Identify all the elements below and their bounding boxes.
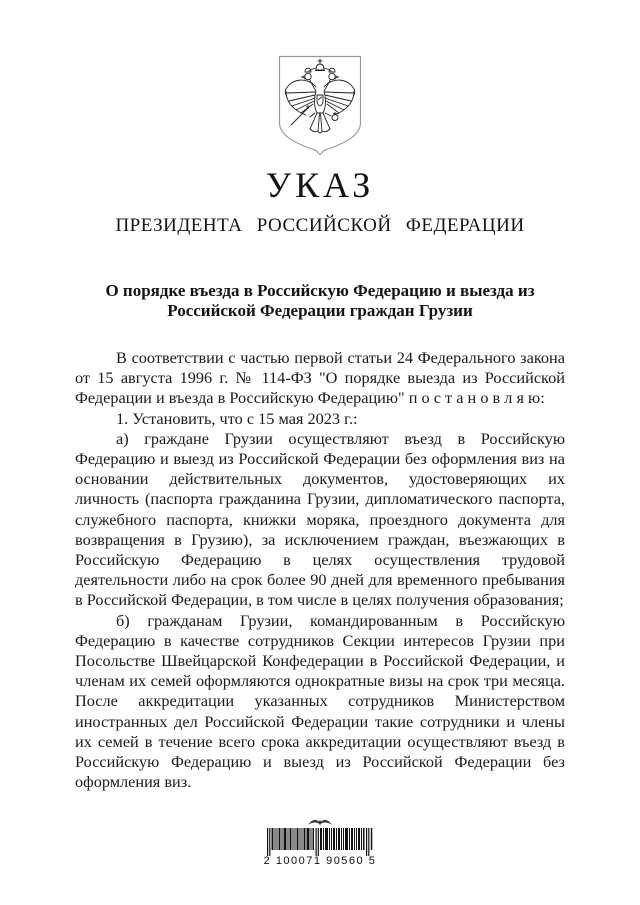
- barcode: [0, 816, 640, 867]
- paragraph-preamble: В соответствии с частью первой статьи 24 Федерального закона от 15 августа 1996 г. № 114-ФЗ "О порядке выезда из Российской Федерации и въезда в Российскую Федерацию" п о с т а н о в л я ю:: [75, 348, 565, 408]
- paragraph-item-a: а) граждане Грузии осуществляют въезд в Российскую Федерацию и выезд из Российской Федерации без оформления виз на основании действительных документов, удостоверяющих их личность (паспорта гражданина Грузии, дипломатического паспорта, служебного паспорта, книжки моряка, проездного документа для возвращения в Грузию), за исключением граждан, въезжающих в Российскую Федерацию в целях осуществления трудовой деятельности либо на срок более 90 дней для временного пребывания в Российской Федерации, в том числе в целях получения образования;: [75, 428, 565, 610]
- document-issuer: ПРЕЗИДЕНТА РОССИЙСКОЙ ФЕДЕРАЦИИ: [115, 215, 525, 236]
- barcode-eagle-icon: [307, 816, 333, 827]
- barcode-digits: 2 100071 90560 5: [263, 855, 377, 867]
- paragraph-item-b: б) гражданам Грузии, командированным в Российскую Федерацию в качестве сотрудников Секции интересов Грузии при Посольстве Швейцарской Конфедерации в Российской Федерации, и членам их семей оформляются однократные визы на срок три месяца. После аккредитации указанных сотрудников Министерством иностранных дел Российской Федерации такие сотрудники и члены их семей в течение всего срока аккредитации осуществляют въезд в Российскую Федерацию и выезд из Российской Федерации без оформления виз.: [75, 610, 565, 792]
- paragraph-item-1: 1. Установить, что с 15 мая 2023 г.:: [116, 408, 358, 428]
- document-type-title: УКАЗ: [265, 165, 375, 205]
- document-subject: О порядке въезда в Российскую Федерацию и выезда из Российской Федерации граждан Грузии: [105, 281, 535, 320]
- russia-coat-of-arms-icon: [278, 55, 362, 155]
- barcode-bars: [267, 828, 373, 856]
- document-body: [75, 348, 565, 792]
